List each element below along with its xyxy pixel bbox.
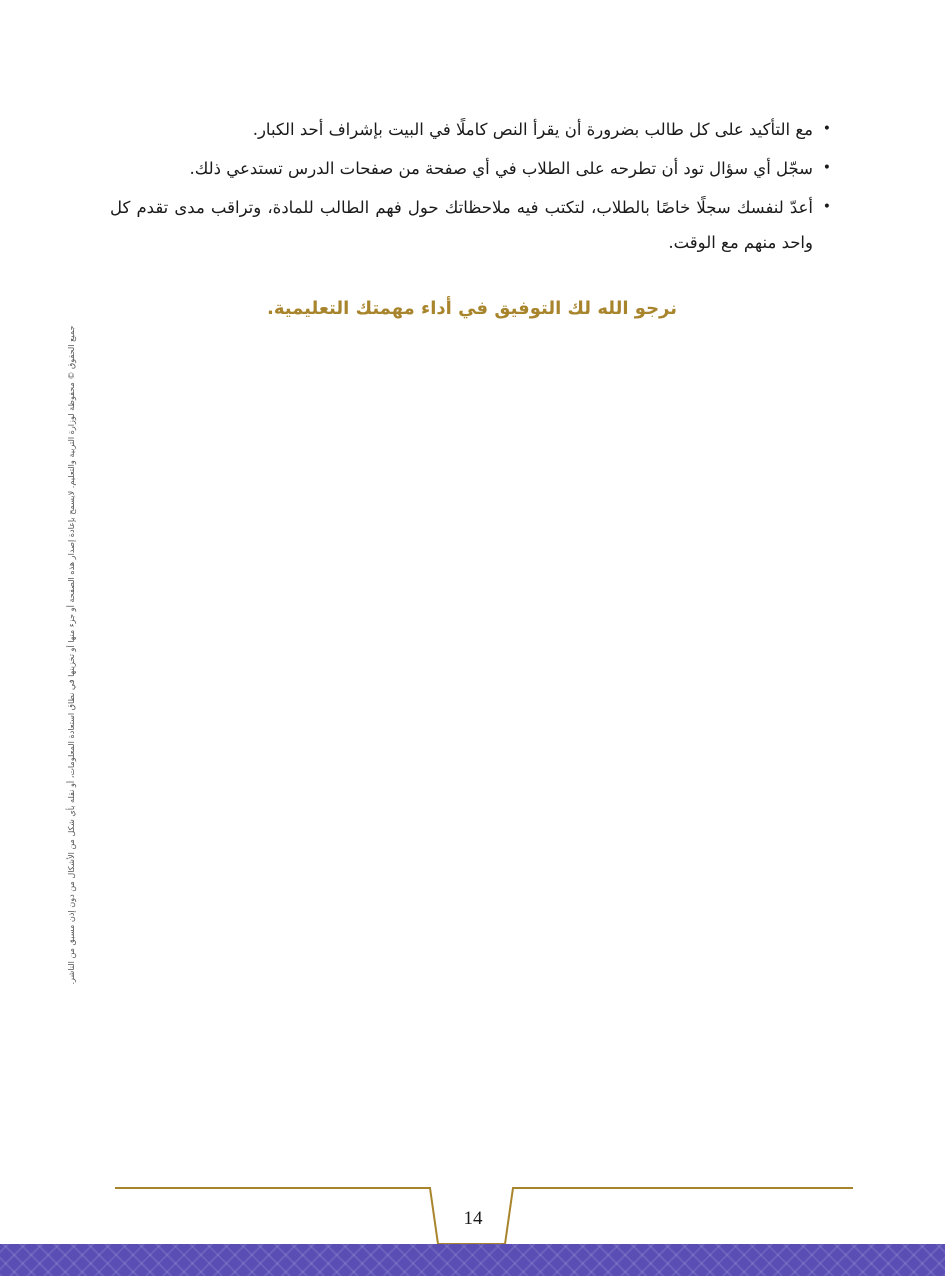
page-number: 14 <box>463 1208 483 1229</box>
bullet-list <box>110 112 835 260</box>
bullet-text: سجّل أي سؤال تود أن تطرحه على الطلاب في أي صفحة من صفحات الدرس تستدعي ذلك. <box>189 159 813 178</box>
bullet-item <box>110 112 835 147</box>
bullet-text: مع التأكيد على كل طالب بضرورة أن يقرأ النص كاملًا في البيت بإشراف أحد الكبار. <box>252 120 813 139</box>
decorative-band <box>0 1244 945 1276</box>
bullet-dot-icon: • <box>822 160 831 176</box>
instruction-list-section <box>110 112 835 264</box>
bullet-dot-icon: • <box>822 199 831 215</box>
closing-line: نرجو الله لك التوفيق في أداء مهمتك التعليمية. <box>267 298 677 319</box>
bullet-text: أعدّ لنفسك سجلًا خاصًا بالطلاب، لتكتب فيه ملاحظاتك حول فهم الطالب للمادة، وتراقب مدى تقدم كل واحد منهم مع الوقت. <box>110 198 813 252</box>
bullet-dot-icon: • <box>822 121 831 137</box>
copyright-text: جميع الحقوق © محفوظة لوزارة التربية والتعليم. لايسمح بإعادة إصدار هذه الصفحة أو جزء منها أو تخزينها في نطاق استعادة المعلومات، أو نقله بأي شكل من الأشكال من دون إذن مسبق من الناشر. <box>66 325 76 985</box>
copyright-note <box>51 300 91 1010</box>
bullet-item <box>110 151 835 186</box>
bullet-item <box>110 190 835 260</box>
